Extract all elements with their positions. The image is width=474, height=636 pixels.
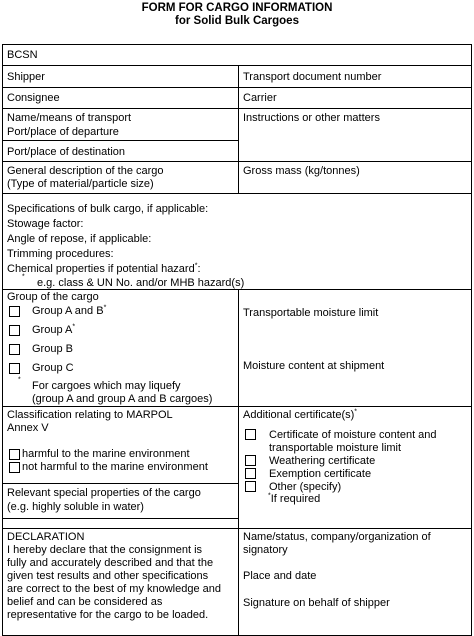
moisture-certificate-checkbox[interactable]: [245, 429, 256, 440]
general-description-label: General description of the cargo: [7, 165, 164, 177]
transport-means-label: Name/means of transport: [7, 112, 132, 124]
gross-mass-label: Gross mass (kg/tonnes): [243, 165, 360, 177]
footnote-marker: *: [18, 376, 21, 384]
footnote-marker: *: [194, 262, 198, 270]
weathering-checkbox[interactable]: [245, 455, 256, 466]
divider-upper: [238, 65, 239, 193]
harmful-checkbox[interactable]: [9, 449, 20, 460]
group-a-label: Group A*: [32, 323, 76, 336]
signatory-name-label-cont: signatory: [243, 544, 288, 556]
chemical-properties-example: e.g. class & UN No. and/or MHB hazard(s): [37, 277, 245, 289]
cargo-information-form: [2, 44, 472, 636]
form-subtitle: for Solid Bulk Cargoes: [175, 15, 299, 27]
not-harmful-label: not harmful to the marine environment: [22, 461, 208, 473]
trimming-procedures-label: Trimming procedures:: [7, 248, 114, 260]
instructions-label: Instructions or other matters: [243, 112, 380, 124]
chemical-properties-label: Chemical properties if potential hazard*:: [7, 262, 201, 275]
form-title: FORM FOR CARGO INFORMATION: [141, 2, 333, 14]
rule-after-destination: [2, 161, 472, 162]
footnote-marker: *: [22, 273, 25, 281]
group-ab-checkbox[interactable]: [9, 306, 20, 317]
harmful-label: harmful to the marine environment: [22, 448, 190, 460]
if-required-note: *If required: [268, 492, 321, 505]
moisture-certificate-label: Certificate of moisture content and: [269, 429, 437, 441]
rule-after-departure: [2, 140, 238, 141]
group-c-label: Group C: [32, 362, 74, 374]
moisture-certificate-label-cont: transportable moisture limit: [269, 442, 402, 454]
signatory-name-label: Name/status, company/organization of: [243, 531, 431, 543]
group-b-checkbox[interactable]: [9, 344, 20, 355]
liquefy-note-groups: (group A and group A and B cargoes): [32, 393, 213, 405]
group-b-label: Group B: [32, 343, 73, 355]
declaration-text-1: I hereby declare that the consignment is: [7, 544, 203, 556]
rule-after-consignee: [2, 108, 472, 109]
liquefy-note: For cargoes which may liquefy: [32, 380, 181, 392]
marpol-heading: Classification relating to MARPOL: [7, 409, 173, 421]
not-harmful-checkbox[interactable]: [9, 462, 20, 473]
general-description-hint: (Type of material/particle size): [7, 178, 154, 190]
border-top: [2, 44, 472, 45]
declaration-text-3: given test results and other specifications: [7, 570, 209, 582]
port-departure-label: Port/place of departure: [7, 126, 119, 138]
moisture-content-label: Moisture content at shipment: [243, 360, 385, 372]
group-heading: Group of the cargo: [7, 291, 99, 303]
weathering-label: Weathering certificate: [269, 455, 376, 467]
stowage-factor-label: Stowage factor:: [7, 218, 84, 230]
footnote-marker: *: [268, 492, 271, 500]
other-label: Other (specify): [269, 481, 342, 493]
divider-lower: [238, 289, 239, 636]
rule-after-group: [2, 406, 472, 407]
declaration-text-6: representative for the cargo to be loaded.: [7, 609, 209, 621]
consignee-label: Consignee: [7, 92, 60, 104]
marpol-annex: Annex V: [7, 422, 49, 434]
carrier-label: Carrier: [243, 92, 277, 104]
footnote-marker: *: [103, 304, 107, 312]
declaration-text-2: fully and accurately described and that the: [7, 557, 214, 569]
special-properties-hint: (e.g. highly soluble in water): [7, 501, 144, 513]
transport-document-label: Transport document number: [243, 71, 382, 83]
group-a-checkbox[interactable]: [9, 325, 20, 336]
signature-label: Signature on behalf of shipper: [243, 597, 390, 609]
special-properties-label: Relevant special properties of the cargo: [7, 487, 201, 499]
port-destination-label: Port/place of destination: [7, 146, 126, 158]
border-left: [2, 44, 3, 636]
place-date-label: Place and date: [243, 570, 317, 582]
group-ab-label: Group A and B*: [32, 304, 107, 317]
declaration-text-4: are correct to the best of my knowledge and: [7, 583, 222, 595]
rule-after-shipper: [2, 87, 472, 88]
declaration-heading: DECLARATION: [7, 531, 85, 543]
specifications-heading: Specifications of bulk cargo, if applicable:: [7, 203, 209, 215]
additional-certificates-heading: Additional certificate(s)*: [243, 408, 358, 421]
other-checkbox[interactable]: [245, 481, 256, 492]
rule-after-marpol: [2, 483, 238, 484]
bcsn-label: BCSN: [7, 49, 38, 61]
rule-before-declaration: [2, 528, 472, 529]
angle-of-repose-label: Angle of repose, if applicable:: [7, 233, 152, 245]
border-right: [471, 44, 472, 636]
exemption-checkbox[interactable]: [245, 468, 256, 479]
rule-after-bcsn: [2, 65, 472, 66]
footnote-marker: *: [72, 323, 76, 331]
rule-after-properties: [2, 518, 238, 519]
rule-after-description: [2, 193, 472, 194]
footnote-marker: *: [354, 408, 358, 416]
group-c-checkbox[interactable]: [9, 363, 20, 374]
transportable-moisture-limit-label: Transportable moisture limit: [243, 307, 379, 319]
shipper-label: Shipper: [7, 71, 45, 83]
declaration-text-5: belief and can be considered as: [7, 596, 163, 608]
exemption-label: Exemption certificate: [269, 468, 372, 480]
